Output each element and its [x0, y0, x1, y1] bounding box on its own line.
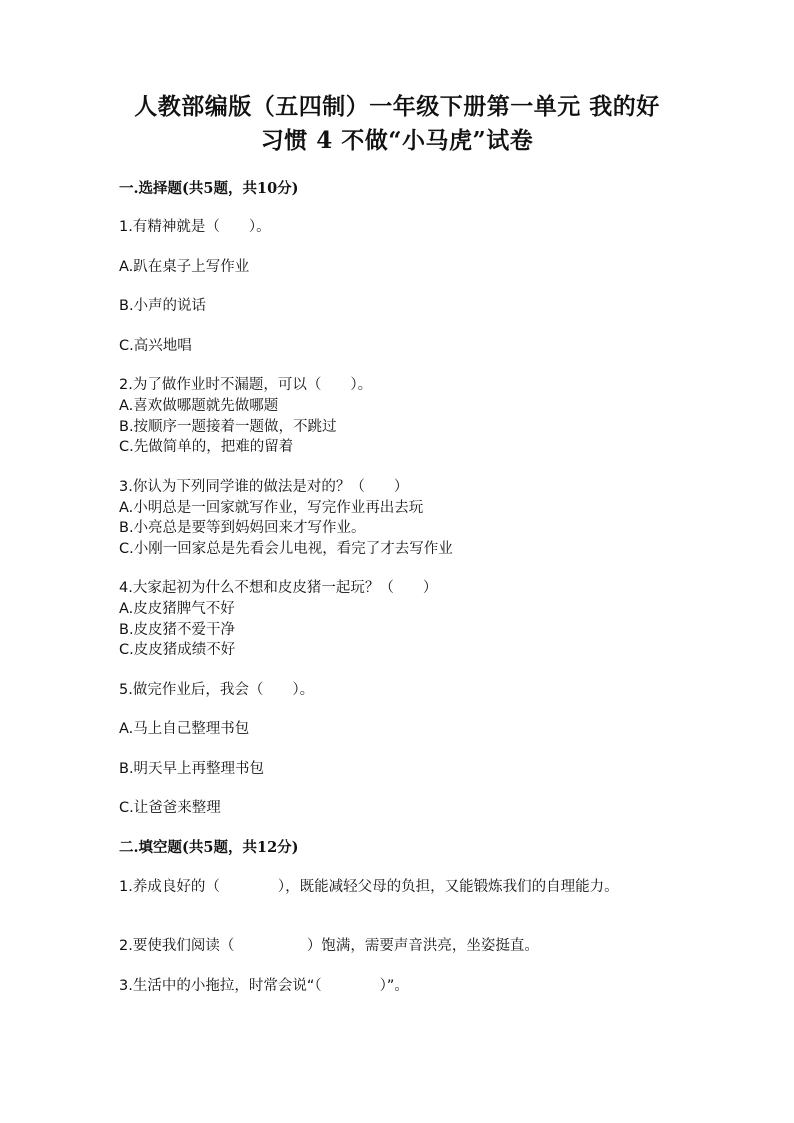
title-line-2: 习惯 4 不做“小马虎”试卷 — [260, 127, 534, 154]
question-5-option-c: C.让爸爸来整理 — [119, 800, 221, 816]
question-4-option-b: B.皮皮猪不爱干净 — [119, 622, 236, 638]
title-line-1: 人教部编版（五四制）一年级下册第一单元 我的好 — [134, 93, 660, 120]
fill-question-2: 2.要使我们阅读（ ）饱满，需要声音洪亮，坐姿挺直。 — [119, 938, 539, 954]
question-1-stem: 1.有精神就是（ ）。 — [119, 219, 271, 235]
question-2-option-a: A.喜欢做哪题就先做哪题 — [119, 398, 279, 414]
question-5-option-a: A.马上自己整理书包 — [119, 721, 250, 737]
question-3-option-a: A.小明总是一回家就写作业，写完作业再出去玩 — [119, 500, 424, 516]
question-5-stem: 5.做完作业后，我会（ ）。 — [119, 682, 315, 698]
fill-question-3: 3.生活中的小拖拉，时常会说“（ ）”。 — [119, 978, 409, 994]
question-1-option-a: A.趴在桌子上写作业 — [119, 259, 250, 275]
section-heading-fill-in-blank: 二.填空题(共5题，共12分) — [119, 839, 299, 856]
fill-question-1: 1.养成良好的（ ），既能减轻父母的负担，又能锻炼我们的自理能力。 — [119, 879, 619, 895]
question-4-stem: 4.大家起初为什么不想和皮皮猪一起玩？（ ） — [119, 580, 438, 596]
question-4-option-a: A.皮皮猪脾气不好 — [119, 601, 235, 617]
question-3-stem: 3.你认为下列同学谁的做法是对的？（ ） — [119, 479, 409, 495]
section-heading-multiple-choice: 一.选择题(共5题，共10分) — [119, 180, 299, 197]
question-2-option-b: B.按顺序一题接着一题做，不跳过 — [119, 419, 337, 435]
question-1-option-b: B.小声的说话 — [119, 298, 207, 314]
document-title — [0, 90, 794, 158]
question-5-option-b: B.明天早上再整理书包 — [119, 761, 265, 777]
question-4-option-c: C.皮皮猪成绩不好 — [119, 642, 236, 658]
question-3-option-b: B.小亮总是要等到妈妈回来才写作业。 — [119, 520, 366, 536]
question-2-option-c: C.先做简单的，把难的留着 — [119, 439, 294, 455]
question-1-option-c: C.高兴地唱 — [119, 338, 192, 354]
question-2-stem: 2.为了做作业时不漏题，可以（ ）。 — [119, 377, 373, 393]
question-3-option-c: C.小刚一回家总是先看会儿电视，看完了才去写作业 — [119, 541, 453, 557]
